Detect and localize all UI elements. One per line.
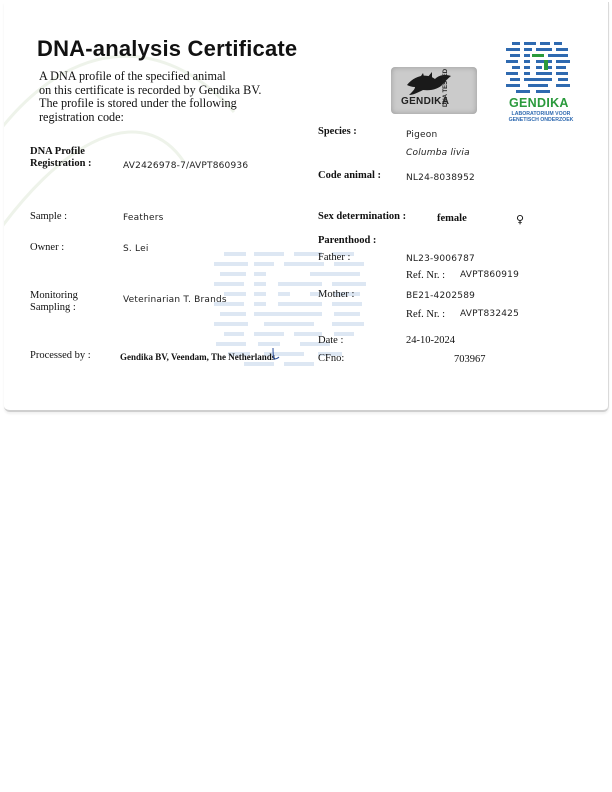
father-ref-value: AVPT860919: [460, 270, 520, 280]
sample-label: Sample :: [30, 211, 68, 222]
logo-subtitle-line: GENETISCH ONDERZOEK: [508, 117, 574, 124]
certificate-card: [4, 2, 609, 412]
monitoring-value: Veterinarian T. Brands: [123, 295, 227, 305]
father-value: NL23-9006787: [406, 254, 475, 264]
intro-text: [39, 70, 289, 124]
species-label: Species :: [318, 126, 357, 137]
parenthood-label: Parenthood :: [318, 235, 377, 246]
mother-label: Mother :: [318, 289, 355, 300]
father-label: Father :: [318, 252, 351, 263]
registration-value: AV2426978-7/AVPT860936: [123, 161, 249, 171]
owner-value: S. Lei: [123, 244, 149, 254]
processed-label: Processed by :: [30, 350, 91, 361]
cfno-label: CFno:: [318, 353, 345, 364]
mother-value: BE21-4202589: [406, 291, 476, 301]
logo-subtitle: [504, 111, 578, 123]
owner-label: Owner :: [30, 242, 65, 253]
registration-label-line2: Registration :: [30, 158, 92, 169]
code-animal-label: Code animal :: [318, 170, 381, 181]
sex-determination-label: Sex determination :: [318, 211, 407, 222]
intro-line: on this certificate is recorded by Gendika BV.: [39, 82, 262, 97]
female-symbol-icon: ♀: [516, 213, 525, 226]
cfno-value: 703967: [454, 354, 486, 365]
badge-name: GENDIKA: [401, 96, 450, 107]
registration-label-line1: DNA Profile: [30, 146, 85, 157]
date-value: 24-10-2024: [406, 335, 455, 346]
species-latin-value: Columba livia: [406, 148, 470, 158]
intro-line: registration code:: [39, 109, 124, 124]
father-ref-label: Ref. Nr. :: [406, 270, 446, 281]
intro-line: A DNA profile of the specified animal: [39, 69, 226, 83]
pen-mark: [270, 347, 280, 361]
sex-value: female: [437, 213, 467, 224]
species-common-value: Pigeon: [406, 130, 438, 140]
mother-ref-value: AVPT832425: [460, 309, 520, 319]
monitoring-label-line1: Monitoring: [30, 290, 78, 301]
badge-tested-text: DNA TESTED: [443, 68, 449, 107]
intro-line: The profile is stored under the following: [39, 96, 237, 111]
monitoring-label-line2: Sampling :: [30, 302, 76, 313]
dna-tested-badge: [391, 67, 477, 114]
sample-value: Feathers: [123, 213, 164, 223]
logo-name: GENDIKA: [509, 96, 569, 110]
processed-value: Gendika BV, Veendam, The Netherlands: [120, 352, 276, 362]
certificate-title: DNA-analysis Certificate: [37, 36, 298, 61]
date-label: Date :: [318, 335, 344, 346]
code-animal-value: NL24-8038952: [406, 173, 475, 183]
gendika-logo-icon: [506, 42, 574, 94]
logo-subtitle-line: LABORATORIUM VOOR: [511, 111, 571, 117]
mother-ref-label: Ref. Nr. :: [406, 309, 446, 320]
